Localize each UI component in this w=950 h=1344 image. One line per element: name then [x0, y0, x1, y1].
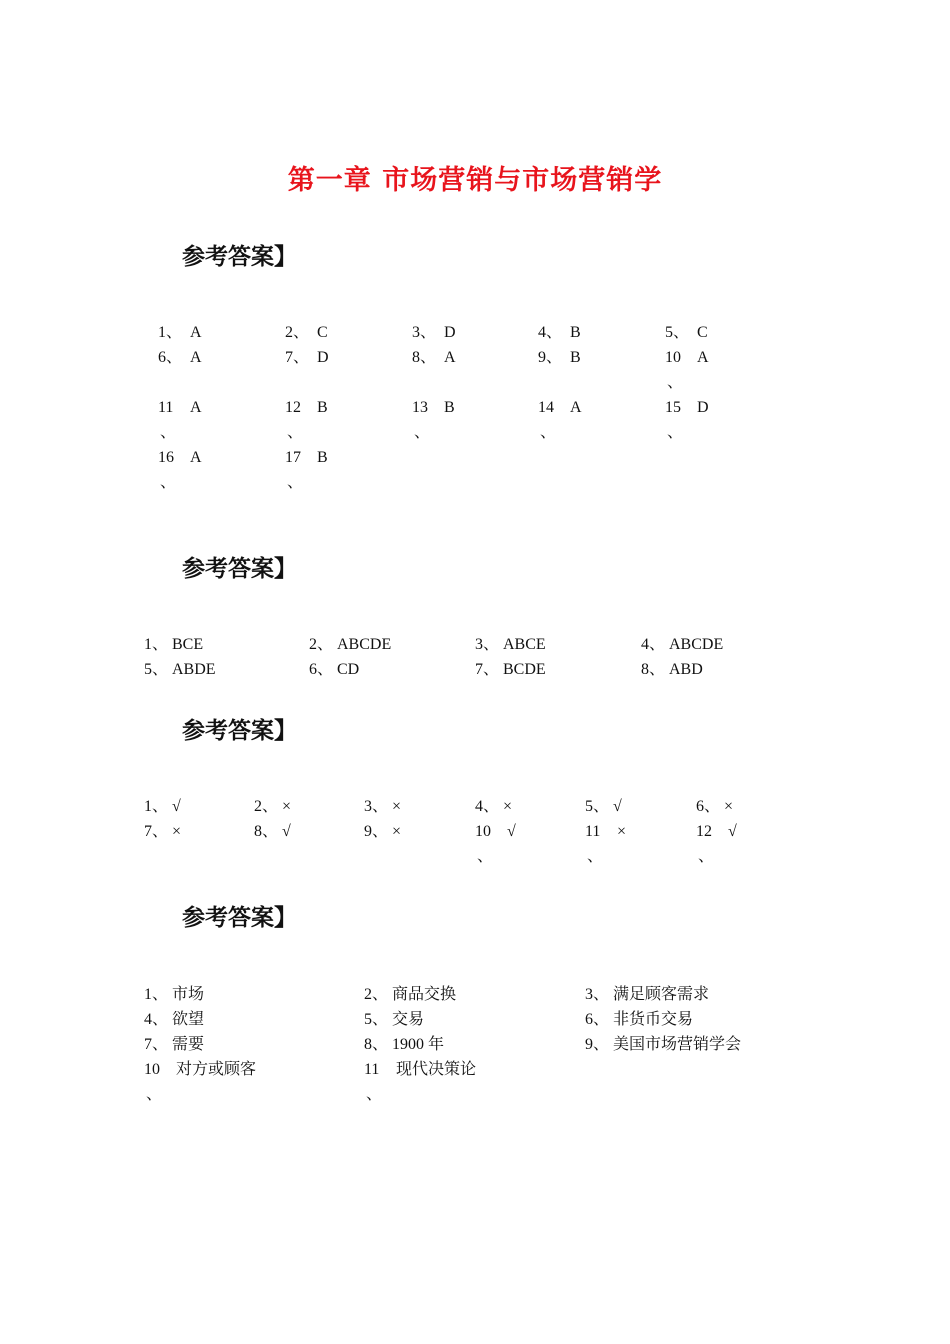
- question-number: 10: [475, 823, 491, 840]
- answer-value: BCDE: [503, 661, 546, 678]
- answer-value: 商品交换: [392, 986, 457, 1003]
- answer-value: 美国市场营销学会: [613, 1036, 742, 1053]
- answer-item: [585, 1032, 741, 1057]
- answer-value: B: [444, 399, 455, 416]
- question-number: 4、: [538, 324, 563, 341]
- answer-value: A: [190, 324, 202, 341]
- answer-item: [665, 345, 709, 370]
- question-number: 5、: [144, 661, 169, 678]
- answer-item: [585, 1007, 693, 1032]
- answer-value: D: [317, 349, 329, 366]
- question-number: 10: [144, 1061, 160, 1078]
- question-number: 2、: [254, 798, 279, 815]
- answer-item: [364, 1007, 424, 1032]
- answer-value: 现代决策论: [396, 1061, 477, 1078]
- answer-item: [538, 345, 581, 370]
- answer-item: [412, 345, 456, 370]
- answer-value: C: [317, 324, 328, 341]
- answer-value: 非货币交易: [613, 1011, 694, 1028]
- wrapped-enumeration-mark: 、: [414, 424, 431, 441]
- question-number: 1、: [158, 324, 183, 341]
- question-number: 7、: [475, 661, 500, 678]
- wrapped-enumeration-mark: 、: [667, 374, 684, 391]
- answer-value: ABCDE: [669, 636, 724, 653]
- answer-item: [309, 657, 359, 682]
- question-number: 3、: [475, 636, 500, 653]
- question-number: 10: [665, 349, 681, 366]
- question-number: 11: [364, 1061, 380, 1078]
- answer-item: [158, 445, 202, 470]
- question-number: 3、: [585, 986, 610, 1003]
- answer-item: [285, 320, 328, 345]
- answer-item: [475, 819, 516, 844]
- answer-item: [475, 632, 546, 657]
- question-number: 1、: [144, 636, 169, 653]
- answer-item: [144, 632, 203, 657]
- answer-value: ×: [282, 798, 292, 815]
- answer-item: [364, 982, 456, 1007]
- question-number: 12: [696, 823, 712, 840]
- answer-item: [285, 345, 329, 370]
- wrapped-enumeration-mark: 、: [160, 474, 177, 491]
- answer-value: C: [697, 324, 708, 341]
- answer-value: D: [697, 399, 709, 416]
- answer-item: [144, 982, 204, 1007]
- answer-item: [641, 657, 703, 682]
- answer-item: [696, 819, 737, 844]
- answer-item: [254, 794, 291, 819]
- wrapped-enumeration-mark: 、: [146, 1086, 163, 1103]
- answer-value: 欲望: [172, 1011, 205, 1028]
- question-number: 2、: [364, 986, 389, 1003]
- wrapped-enumeration-mark: 、: [287, 424, 304, 441]
- answer-value: √: [728, 823, 737, 840]
- answer-item: [585, 982, 709, 1007]
- wrapped-enumeration-mark: 、: [698, 848, 715, 865]
- answer-value: 需要: [172, 1036, 205, 1053]
- answer-value: BCE: [172, 636, 204, 653]
- wrapped-enumeration-mark: 、: [477, 848, 494, 865]
- answer-item: [475, 794, 512, 819]
- answer-value: B: [570, 324, 581, 341]
- wrapped-enumeration-mark: 、: [160, 424, 177, 441]
- question-number: 1、: [144, 986, 169, 1003]
- answer-item: [364, 1057, 476, 1082]
- question-number: 4、: [144, 1011, 169, 1028]
- answer-item: [538, 395, 582, 420]
- answer-value: ABCE: [503, 636, 546, 653]
- answer-item: [364, 819, 401, 844]
- answer-value: ×: [503, 798, 513, 815]
- question-number: 8、: [412, 349, 437, 366]
- answer-value: ABD: [669, 661, 703, 678]
- answer-item: [309, 632, 391, 657]
- answer-item: [665, 395, 709, 420]
- answer-value: A: [444, 349, 456, 366]
- question-number: 16: [158, 449, 174, 466]
- answer-item: [144, 1057, 256, 1082]
- answer-item: [144, 657, 216, 682]
- answer-value: ×: [172, 823, 182, 840]
- answer-value: ABDE: [172, 661, 216, 678]
- question-number: 7、: [285, 349, 310, 366]
- wrapped-enumeration-mark: 、: [287, 474, 304, 491]
- answer-item: [585, 819, 626, 844]
- answer-item: [144, 1032, 204, 1057]
- question-number: 15: [665, 399, 681, 416]
- answer-value: ×: [392, 823, 402, 840]
- question-number: 5、: [364, 1011, 389, 1028]
- wrapped-enumeration-mark: 、: [366, 1086, 383, 1103]
- answer-item: [285, 395, 328, 420]
- question-number: 9、: [585, 1036, 610, 1053]
- answer-item: [254, 819, 291, 844]
- answer-item: [641, 632, 723, 657]
- answer-value: 对方或顾客: [176, 1061, 257, 1078]
- answer-value: 市场: [172, 986, 205, 1003]
- question-number: 5、: [665, 324, 690, 341]
- answer-value: ×: [392, 798, 402, 815]
- answer-item: [364, 1032, 444, 1057]
- answer-value: D: [444, 324, 456, 341]
- answer-item: [285, 445, 328, 470]
- answer-value: A: [190, 349, 202, 366]
- answer-value: √: [613, 798, 622, 815]
- question-number: 2、: [309, 636, 334, 653]
- question-number: 1、: [144, 798, 169, 815]
- answer-value: A: [190, 449, 202, 466]
- answer-value: ×: [617, 823, 627, 840]
- answer-value: 1900 年: [392, 1036, 445, 1053]
- answer-item: [364, 794, 401, 819]
- question-number: 4、: [641, 636, 666, 653]
- answer-item: [412, 395, 455, 420]
- section-heading: 参考答案】: [182, 718, 297, 744]
- question-number: 3、: [364, 798, 389, 815]
- answer-value: B: [317, 449, 328, 466]
- question-number: 8、: [364, 1036, 389, 1053]
- question-number: 9、: [538, 349, 563, 366]
- question-number: 6、: [585, 1011, 610, 1028]
- question-number: 11: [585, 823, 601, 840]
- question-number: 13: [412, 399, 428, 416]
- answer-value: A: [190, 399, 202, 416]
- answer-item: [475, 657, 546, 682]
- question-number: 14: [538, 399, 554, 416]
- answer-value: √: [172, 798, 181, 815]
- question-number: 17: [285, 449, 301, 466]
- answer-value: A: [570, 399, 582, 416]
- answer-item: [696, 794, 733, 819]
- question-number: 7、: [144, 1036, 169, 1053]
- answer-item: [158, 395, 202, 420]
- section-heading: 参考答案】: [182, 556, 297, 582]
- answer-value: ×: [724, 798, 734, 815]
- question-number: 4、: [475, 798, 500, 815]
- answer-item: [144, 819, 181, 844]
- question-number: 7、: [144, 823, 169, 840]
- answer-value: 交易: [392, 1011, 425, 1028]
- question-number: 12: [285, 399, 301, 416]
- answer-value: √: [507, 823, 516, 840]
- wrapped-enumeration-mark: 、: [540, 424, 557, 441]
- question-number: 5、: [585, 798, 610, 815]
- answer-item: [585, 794, 622, 819]
- answer-value: B: [570, 349, 581, 366]
- answer-item: [665, 320, 708, 345]
- answer-item: [158, 320, 202, 345]
- answer-value: 满足顾客需求: [613, 986, 710, 1003]
- answer-value: √: [282, 823, 291, 840]
- wrapped-enumeration-mark: 、: [667, 424, 684, 441]
- question-number: 8、: [641, 661, 666, 678]
- answer-item: [158, 345, 202, 370]
- question-number: 3、: [412, 324, 437, 341]
- question-number: 9、: [364, 823, 389, 840]
- answer-value: B: [317, 399, 328, 416]
- wrapped-enumeration-mark: 、: [587, 848, 604, 865]
- question-number: 11: [158, 399, 174, 416]
- answer-item: [412, 320, 456, 345]
- answer-item: [538, 320, 581, 345]
- question-number: 6、: [158, 349, 183, 366]
- question-number: 6、: [309, 661, 334, 678]
- section-heading: 参考答案】: [182, 244, 297, 270]
- section-heading: 参考答案】: [182, 905, 297, 931]
- chapter-title: 第一章 市场营销与市场营销学: [287, 165, 663, 196]
- answer-item: [144, 794, 181, 819]
- question-number: 8、: [254, 823, 279, 840]
- question-number: 6、: [696, 798, 721, 815]
- question-number: 2、: [285, 324, 310, 341]
- answer-value: CD: [337, 661, 360, 678]
- answer-item: [144, 1007, 204, 1032]
- answer-value: ABCDE: [337, 636, 392, 653]
- answer-value: A: [697, 349, 709, 366]
